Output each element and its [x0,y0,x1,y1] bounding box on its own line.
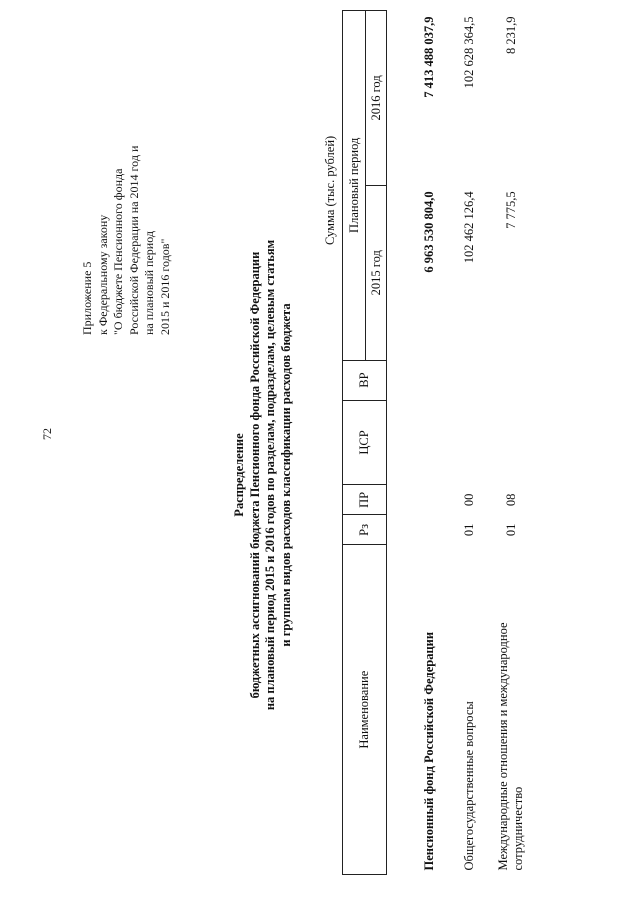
header-csr: ЦСР [343,400,387,485]
appendix-line: Приложение 5 [80,261,94,335]
title-line: бюджетных ассигнований бюджета Пенсионного фонда Российской Федерации [247,251,262,699]
row-rz [387,515,450,545]
title-line: и группам видов расходов классификации расходов бюджета [278,303,293,647]
row-pr: 08 [503,493,518,507]
row-pr: 00 [461,493,476,507]
appendix-line: на плановый период [142,231,156,335]
row-vr [449,360,489,400]
row-csr [387,400,450,485]
row-csr [489,400,533,485]
header-2015: 2015 год [366,185,387,360]
table-row [387,11,450,875]
header-planned-period: Плановый период [343,11,366,361]
row-amount-2016: 102 628 364,5 [461,16,476,89]
appendix-line: к Федеральному закону [95,214,110,335]
appendix-reference [80,15,173,335]
appendix-line: "О бюджете Пенсионного фонда [111,168,125,335]
row-pr [387,485,450,515]
budget-table [342,10,533,875]
row-csr [449,400,489,485]
title-line: на плановый период 2015 и 2016 годов по разделам, подразделам, целевым статьям [263,239,277,711]
header-rz: Рз [343,515,387,545]
header-2016: 2016 год [366,11,387,186]
appendix-line: 2015 и 2016 годов" [157,238,172,335]
row-amount-2016: 8 231,9 [503,16,518,54]
table-row [449,11,489,875]
row-amount-2016: 7 413 488 037,9 [421,16,436,98]
row-rz: 01 [461,523,476,537]
header-vr: ВР [343,360,387,400]
row-vr [387,360,450,400]
sum-unit-note: Сумма (тыс. рублей) [323,135,337,245]
header-name: Наименование [343,545,387,875]
row-name: Международные отношения и международное сотрудничество [496,622,525,871]
row-amount-2015: 7 775,5 [503,191,518,229]
row-amount-2015: 6 963 530 804,0 [421,191,436,273]
row-rz: 01 [503,523,518,537]
header-pr: ПР [343,485,387,515]
table-row [489,11,533,875]
title-line: Распределение [232,433,246,517]
row-name: Общегосударственные вопросы [461,701,476,871]
page-number: 72 [40,428,54,440]
row-vr [489,360,533,400]
row-amount-2015: 102 462 126,4 [461,191,476,264]
document-title [232,195,294,755]
row-name: Пенсионный фонд Российской Федерации [421,631,436,871]
appendix-line: Российской Федерации на 2014 год и [126,145,141,335]
